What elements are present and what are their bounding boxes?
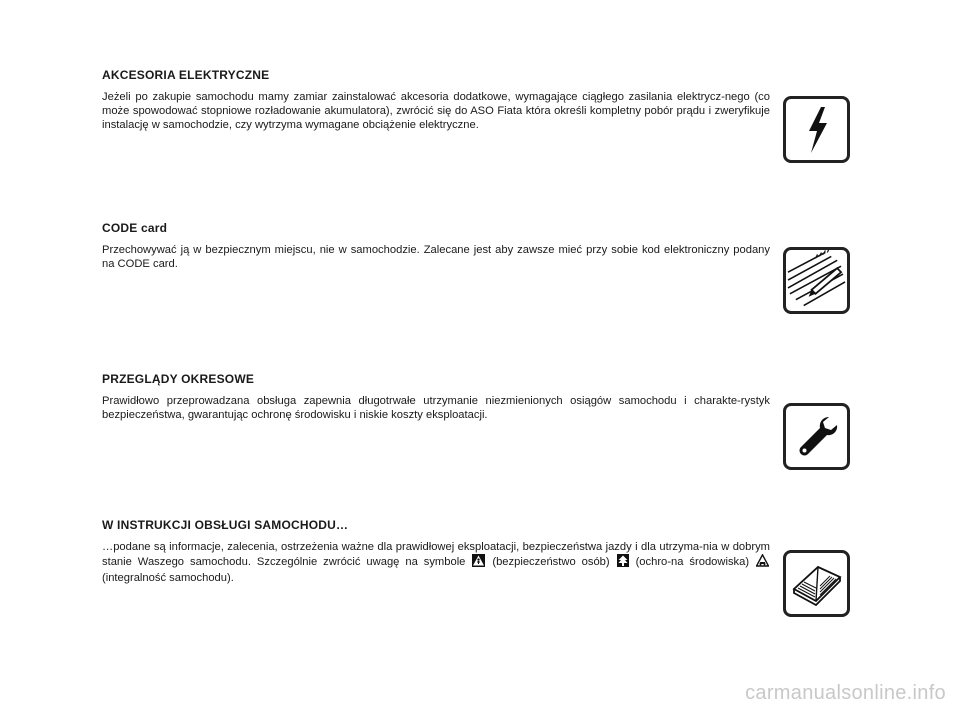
section-body: Jeżeli po zakupie samochodu mamy zamiar zainstalować akcesoria dodatkowe, wymagające ciągłego zasilania elektrycz-nego (co może spowodować stopniowe rozładowanie akumulatora), zwrócić się do ASO Fiata która określi kompletny pobór prądu i zweryfikuje instalację w samochodzie, czy wytrzyma wymagane obciążenie elektryczne. (102, 91, 770, 131)
person-safety-warning-icon (472, 554, 485, 571)
notebook-pen-icon (783, 247, 850, 314)
body-text-part3: (ochro-na środowiska) (635, 556, 750, 568)
environment-protection-icon (617, 554, 629, 571)
section-heading: CODE card (102, 221, 168, 235)
section-body: Przechowywać ją w bezpiecznym miejscu, nie w samochodzie. Zalecane jest aby zawsze mieć przy sobie kod elektroniczny podany na CODE card. (102, 244, 770, 270)
body-text-part1: …podane są informacje, zalecenia, ostrzeżenia ważne dla prawidłowej eksploatacji, bezpieczeństwa jazdy i dla utrzyma-nia w dobrym stanie Waszego samochodu. Szczególnie zwrócić uwagę na symbole (102, 541, 770, 568)
watermark: carmanualsonline.info (745, 682, 946, 704)
section-periodic-service (102, 372, 770, 422)
section-heading: W INSTRUKCJI OBSŁUGI SAMOCHODU… (102, 518, 349, 532)
section-body (102, 540, 770, 585)
open-book-icon (783, 550, 850, 617)
section-heading: AKCESORIA ELEKTRYCZNE (102, 68, 270, 82)
section-electrical-accessories (102, 68, 770, 132)
body-text-part2: (bezpieczeństwo osób) (492, 556, 610, 568)
section-body: Prawidłowo przeprowadzana obsługa zapewnia długotrwałe utrzymanie niezmienionych osiągów samochodu i charakte-rystyk bezpieczeństwa, gwarantując ochronę środowisku i niskie koszty eksploatacji. (102, 395, 770, 421)
wrench-icon (783, 403, 850, 470)
body-text-part4: (integralność samochodu). (102, 572, 234, 584)
section-manual-info (102, 518, 770, 585)
section-heading: PRZEGLĄDY OKRESOWE (102, 372, 255, 386)
vehicle-integrity-icon (756, 554, 769, 571)
section-code-card (102, 221, 770, 271)
lightning-bolt-icon (783, 96, 850, 163)
